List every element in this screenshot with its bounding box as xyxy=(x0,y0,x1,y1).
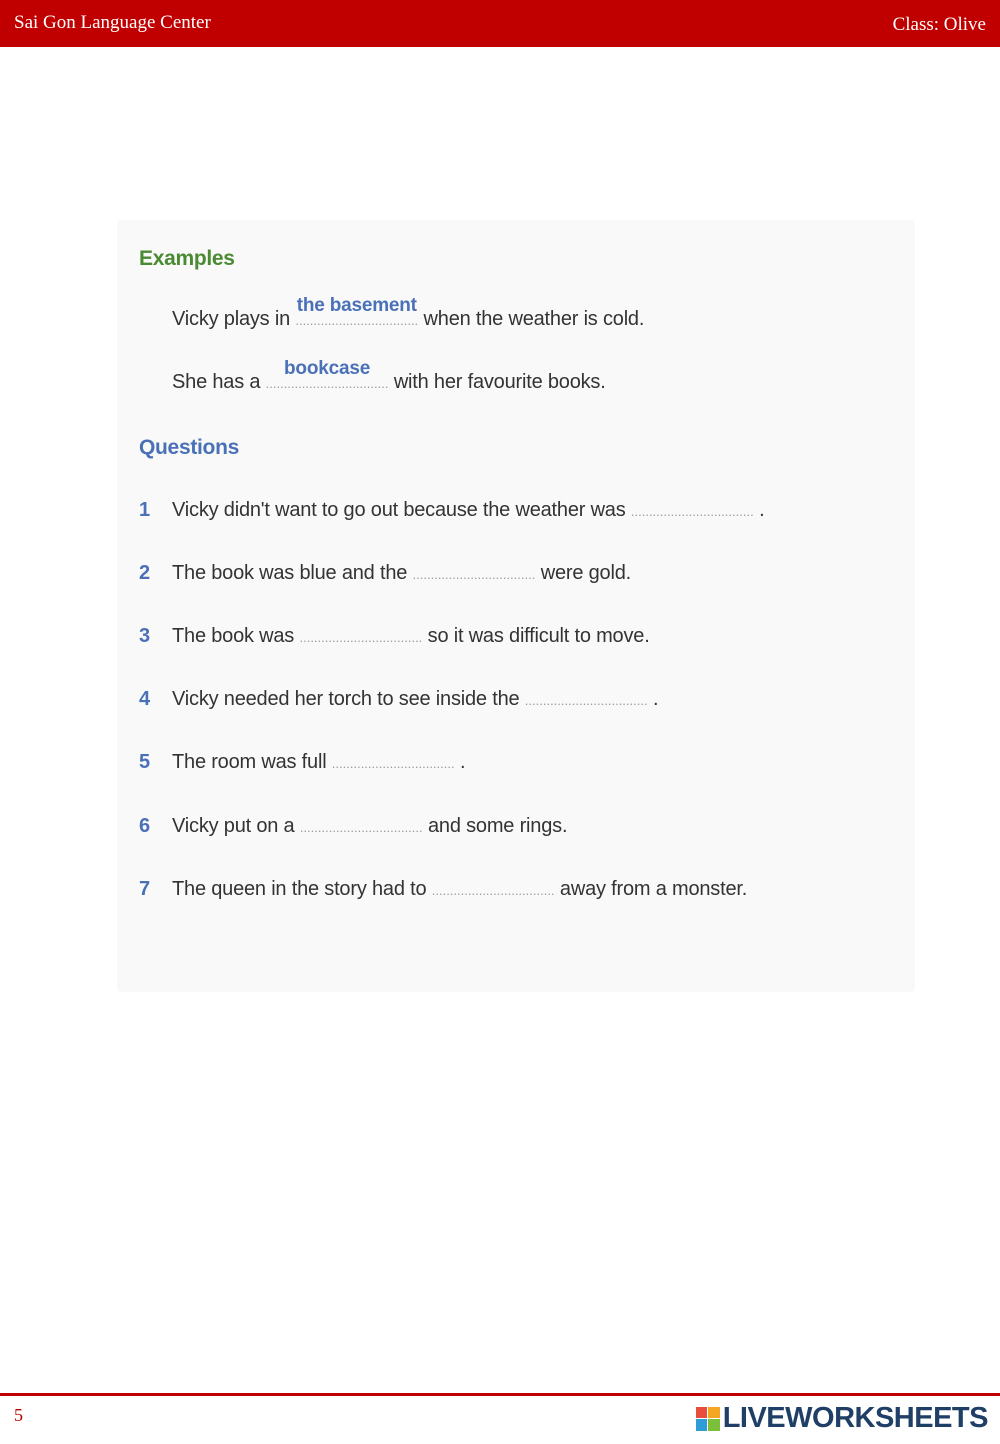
example-text-after: when the weather is cold. xyxy=(423,308,645,330)
answer-blank[interactable]: .................................. xyxy=(630,504,754,519)
answer-blank[interactable]: .................................. xyxy=(412,567,536,582)
question-text xyxy=(172,688,658,711)
question-text-after: away from a monster. xyxy=(559,878,748,900)
example-answer: the basement xyxy=(296,295,417,316)
logo-square xyxy=(708,1407,720,1419)
answer-blank[interactable]: .................................. xyxy=(299,820,423,835)
example-line-1 xyxy=(172,295,645,331)
question-text-after: were gold. xyxy=(540,562,631,584)
question-text xyxy=(172,815,567,838)
footer-divider xyxy=(0,1393,1000,1396)
example-text-after: with her favourite books. xyxy=(393,371,606,393)
question-number: 1 xyxy=(139,499,151,521)
example-blank xyxy=(295,295,419,331)
question-text-after: and some rings. xyxy=(428,815,568,837)
question-number: 2 xyxy=(139,562,151,584)
question-text xyxy=(172,562,631,585)
class-label: Class: Olive xyxy=(892,14,986,35)
logo-square xyxy=(696,1407,708,1419)
example-text-before: Vicky plays in xyxy=(172,308,290,330)
questions-heading: Questions xyxy=(139,436,239,459)
question-number: 7 xyxy=(139,878,151,900)
center-name: Sai Gon Language Center xyxy=(14,12,211,33)
question-number: 5 xyxy=(139,751,151,773)
question-text-before: Vicky didn't want to go out because the weather was xyxy=(172,499,626,521)
logo-square xyxy=(708,1419,720,1431)
question-text-before: Vicky needed her torch to see inside the xyxy=(172,688,520,710)
example-text-before: She has a xyxy=(172,371,261,393)
logo-square xyxy=(696,1419,708,1431)
question-text-before: The book was xyxy=(172,625,295,647)
question-number: 6 xyxy=(139,815,151,837)
question-text-before: The queen in the story had to xyxy=(172,878,427,900)
question-text-after: . xyxy=(459,751,466,773)
liveworksheets-brand[interactable] xyxy=(696,1402,988,1435)
question-text xyxy=(172,499,764,522)
question-text xyxy=(172,878,747,901)
question-text-after: so it was difficult to move. xyxy=(427,625,650,647)
question-text-after: . xyxy=(759,499,765,521)
example-answer: bookcase xyxy=(284,358,371,379)
answer-blank[interactable]: .................................. xyxy=(431,883,555,898)
question-number: 3 xyxy=(139,625,151,647)
example-line-2 xyxy=(172,358,606,394)
liveworksheets-logo-icon xyxy=(696,1407,720,1431)
page-header xyxy=(0,0,1000,47)
blank-dots: .................................. xyxy=(295,313,419,328)
question-text-before: The book was blue and the xyxy=(172,562,408,584)
question-number: 4 xyxy=(139,688,151,710)
question-text xyxy=(172,751,465,774)
examples-heading: Examples xyxy=(139,247,235,270)
question-text xyxy=(172,625,650,648)
question-text-before: Vicky put on a xyxy=(172,815,295,837)
page-number: 5 xyxy=(14,1405,23,1425)
example-blank xyxy=(265,358,389,394)
answer-blank[interactable]: .................................. xyxy=(524,693,648,708)
question-text-before: The room was full xyxy=(172,751,327,773)
answer-blank[interactable]: .................................. xyxy=(299,630,423,645)
blank-dots: .................................. xyxy=(265,376,389,391)
question-text-after: . xyxy=(652,688,659,710)
worksheet-image xyxy=(117,220,915,992)
brand-name: LIVEWORKSHEETS xyxy=(722,1402,988,1434)
answer-blank[interactable]: .................................. xyxy=(331,756,455,771)
